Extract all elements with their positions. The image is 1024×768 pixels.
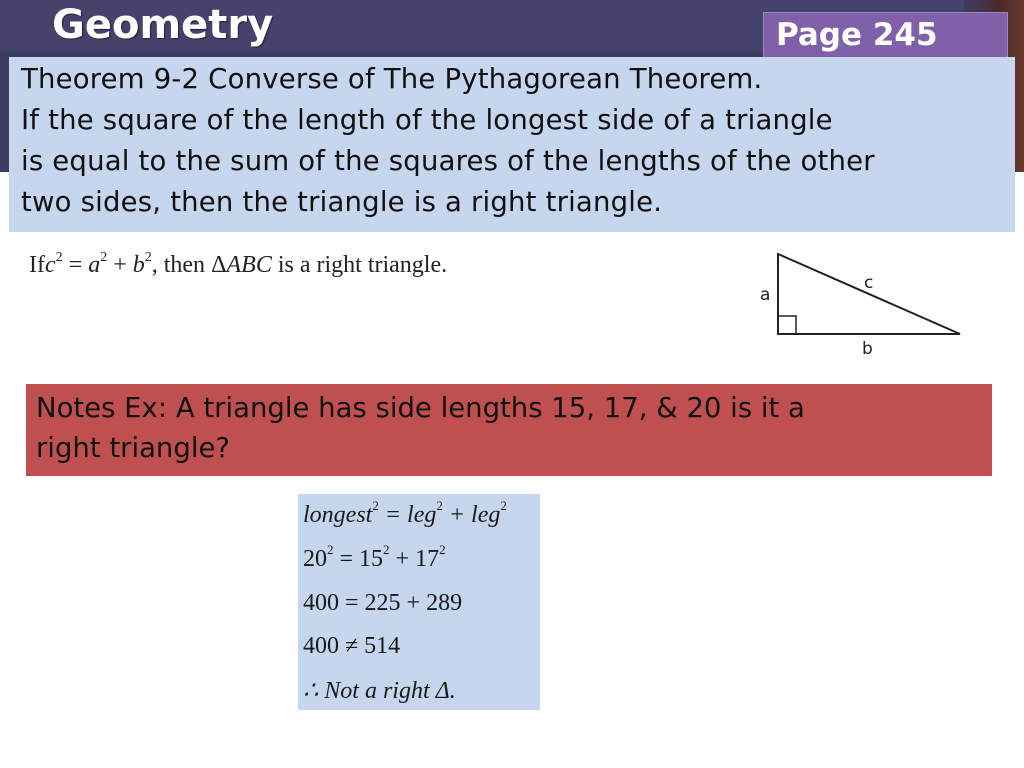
work-line-1: [303, 498, 507, 529]
formula-b: b: [132, 252, 145, 278]
side-label-c: c: [864, 273, 874, 293]
theorem-line-1: Theorem 9-2 Converse of The Pythagorean Theorem.: [21, 63, 763, 95]
work-line-4: 400 ≠ 514: [303, 633, 401, 659]
work-term: + 17: [389, 546, 440, 572]
work-line-3: 400 = 225 + 289: [303, 590, 463, 616]
work-term: = leg: [378, 502, 437, 528]
formula-if: If: [29, 252, 45, 278]
converse-formula: [29, 252, 447, 279]
formula-abc: ABC: [226, 252, 272, 278]
work-exp: 2: [327, 542, 334, 557]
formula-exp-b: 2: [144, 250, 152, 265]
triangle-shape: [778, 254, 960, 334]
work-term: 20: [303, 546, 327, 572]
theorem-box: [9, 57, 1015, 232]
page-label: Page 245: [776, 17, 938, 53]
formula-exp-a: 2: [100, 250, 108, 265]
slide-title: Geometry: [52, 2, 274, 48]
work-exp: 2: [500, 498, 507, 513]
formula-exp-c: 2: [55, 250, 63, 265]
theorem-line-4: two sides, then the triangle is a right triangle.: [21, 186, 663, 218]
formula-delta: Δ: [211, 252, 227, 278]
work-exp: 2: [383, 542, 390, 557]
work-exp: 2: [439, 542, 446, 557]
work-line-5: ∴ Not a right Δ.: [303, 678, 456, 704]
formula-c: c: [44, 252, 56, 278]
formula-tail: is a right triangle.: [271, 252, 448, 278]
notes-example-box: [26, 384, 992, 476]
work-exp: 2: [436, 498, 443, 513]
theorem-line-2: If the square of the length of the longest side of a triangle: [21, 104, 833, 136]
formula-equals: =: [62, 252, 89, 278]
formula-plus: +: [107, 252, 133, 278]
work-term: = 15: [333, 546, 384, 572]
work-term: + leg: [442, 502, 501, 528]
notes-line-1: Notes Ex: A triangle has side lengths 15, 17, & 20 is it a: [36, 392, 805, 424]
right-triangle-diagram: [750, 248, 970, 363]
work-line-2: [303, 542, 446, 573]
formula-then: , then: [151, 252, 212, 278]
notes-line-2: right triangle?: [36, 432, 230, 464]
side-label-a: a: [760, 285, 771, 305]
theorem-line-3: is equal to the sum of the squares of the lengths of the other: [21, 145, 875, 177]
work-exp: 2: [372, 498, 379, 513]
work-term: longest: [303, 502, 373, 528]
side-label-b: b: [862, 339, 873, 359]
right-angle-marker: [778, 316, 796, 334]
formula-a: a: [88, 252, 101, 278]
solution-work-box: [298, 494, 540, 710]
